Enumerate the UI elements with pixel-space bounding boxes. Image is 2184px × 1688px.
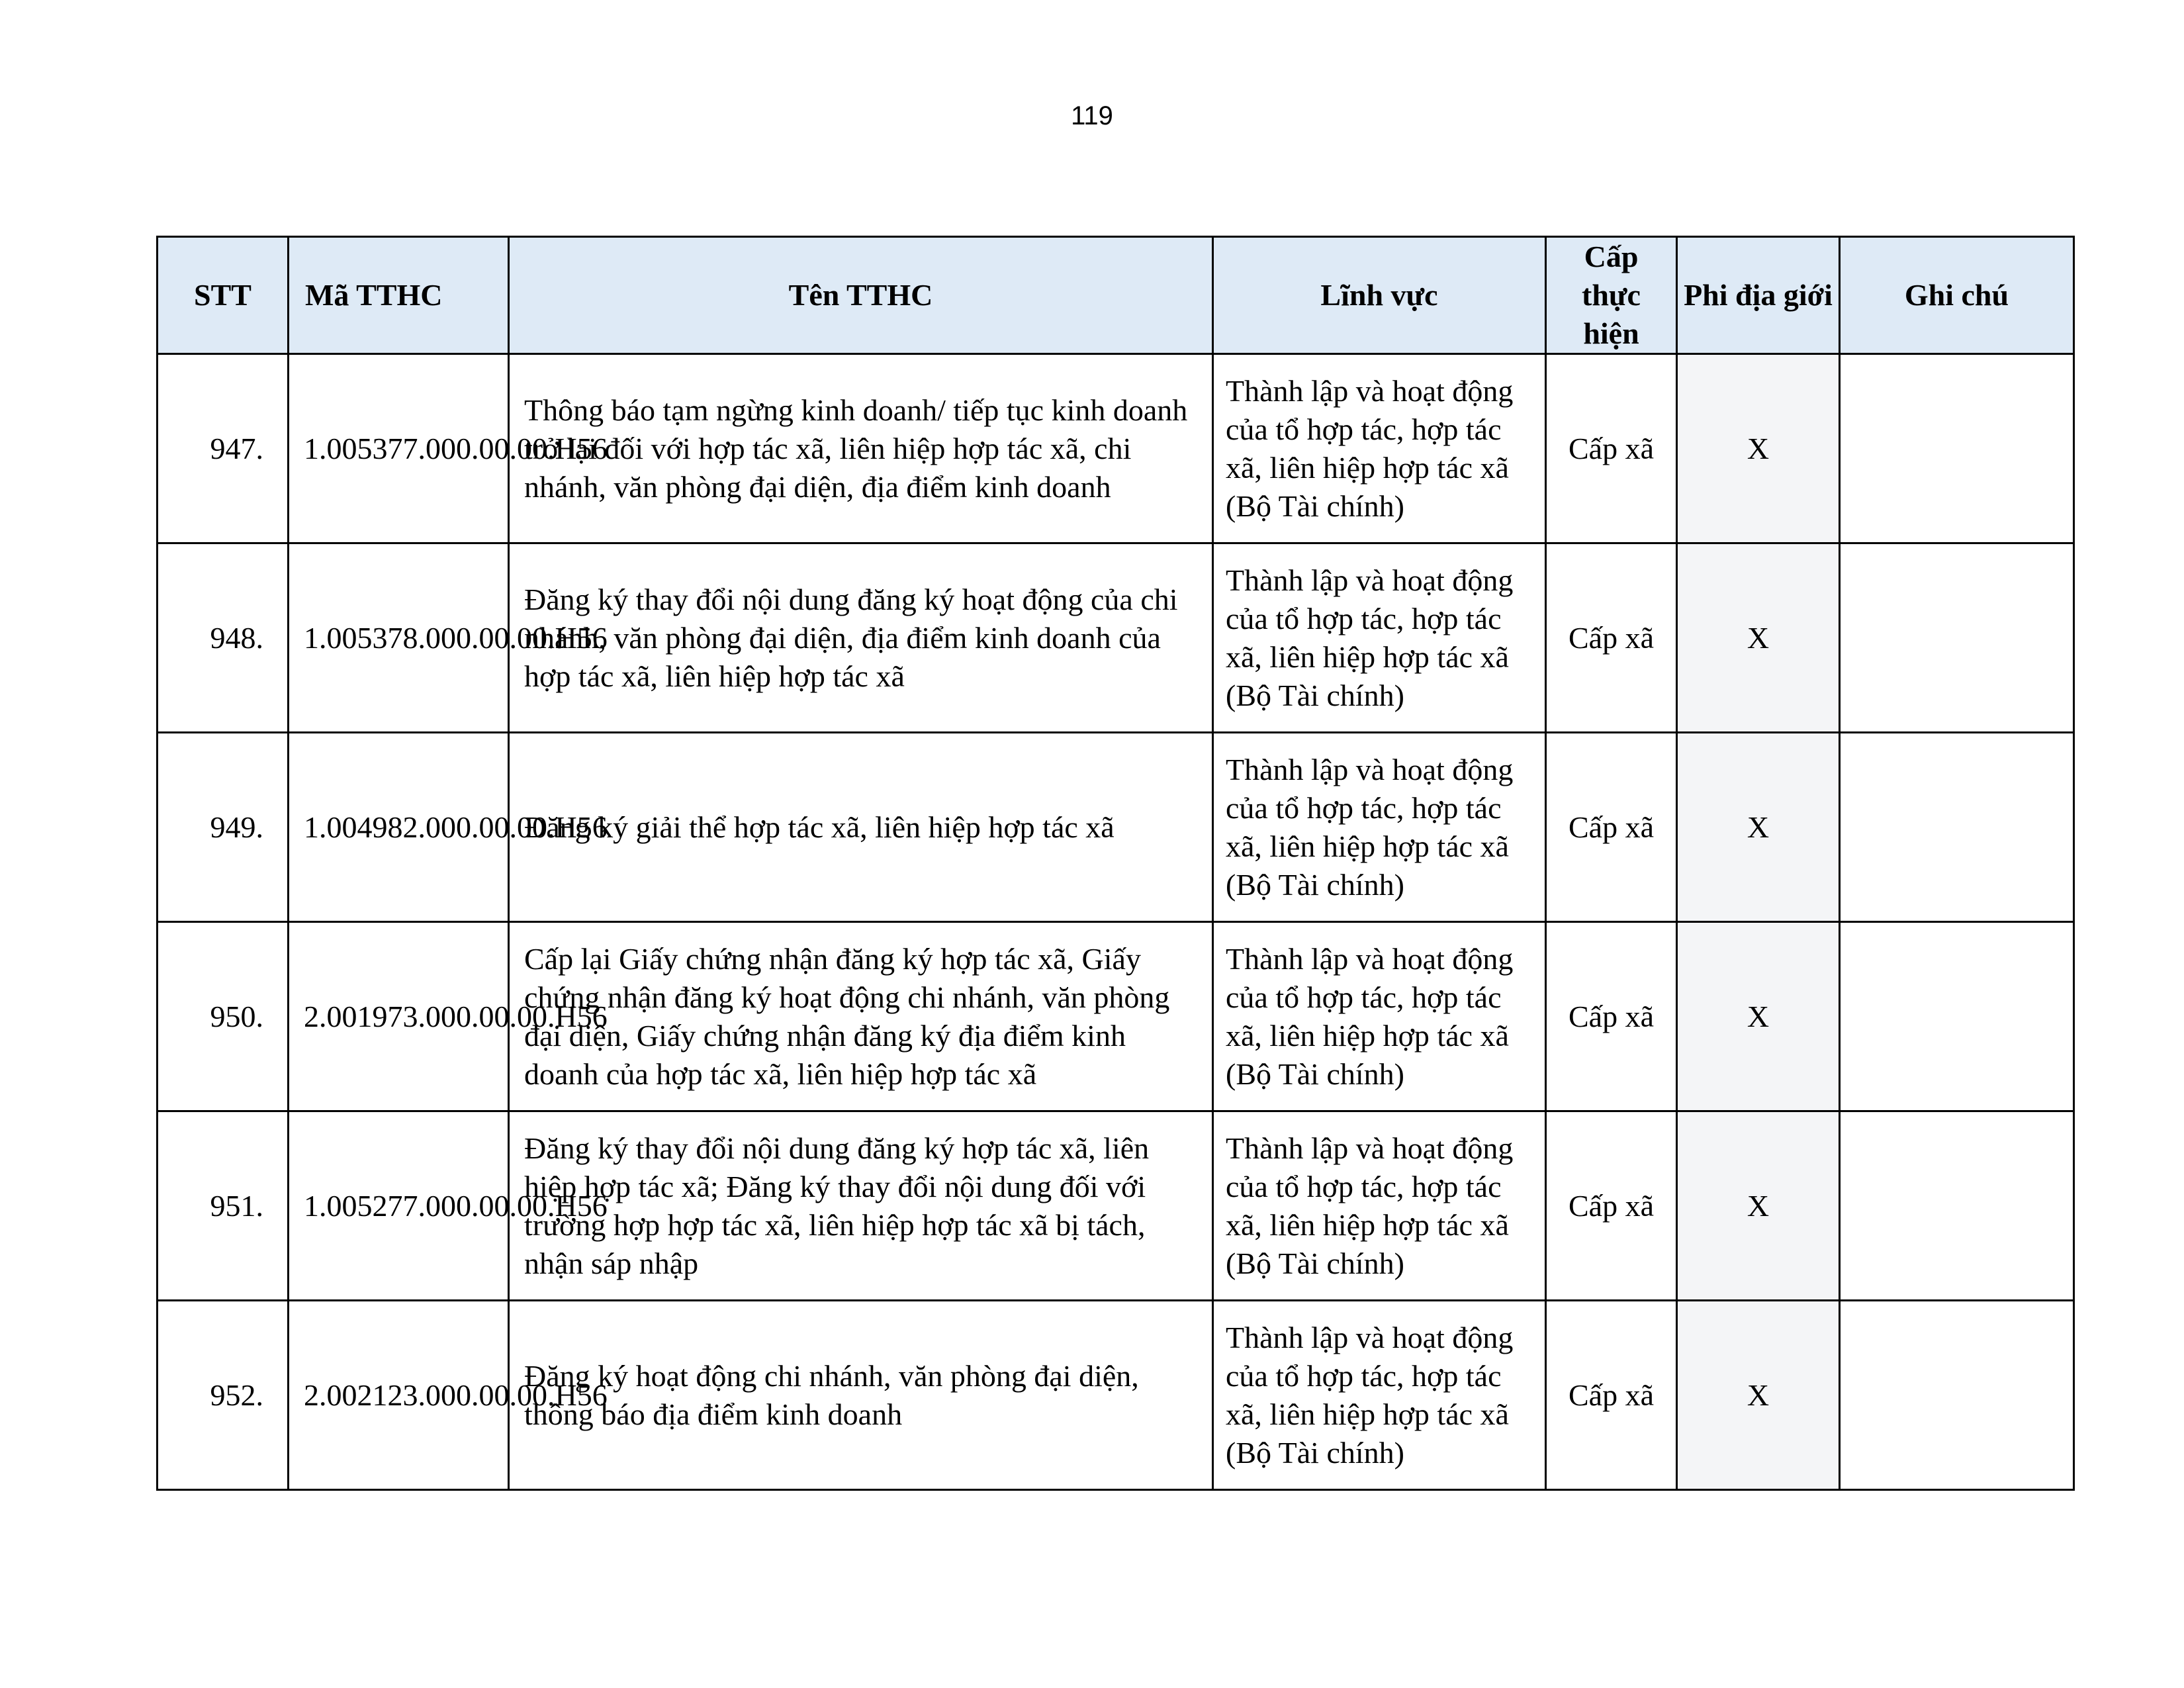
table-row xyxy=(158,1301,2074,1490)
cell-stt: 950. xyxy=(158,922,289,1111)
cell-ma-tthc: 2.001973.000.00.00.H56 xyxy=(289,922,509,1111)
cell-ten-tthc: Đăng ký hoạt động chi nhánh, văn phòng đại diện, thông báo địa điểm kinh doanh xyxy=(509,1301,1213,1490)
cell-phi-dia-gioi: X xyxy=(1677,922,1840,1111)
cell-cap-thuc-hien: Cấp xã xyxy=(1546,1111,1677,1301)
cell-ghi-chu xyxy=(1840,354,2074,543)
cell-ten-tthc: Đăng ký giải thể hợp tác xã, liên hiệp hợp tác xã xyxy=(509,733,1213,922)
cell-stt: 952. xyxy=(158,1301,289,1490)
header-linh-vuc: Lĩnh vực xyxy=(1213,237,1546,354)
cell-ghi-chu xyxy=(1840,733,2074,922)
cell-ma-tthc: 2.002123.000.00.00.H56 xyxy=(289,1301,509,1490)
cell-ghi-chu xyxy=(1840,1111,2074,1301)
table-row xyxy=(158,1111,2074,1301)
table-row xyxy=(158,733,2074,922)
cell-ghi-chu xyxy=(1840,922,2074,1111)
cell-linh-vuc: Thành lập và hoạt động của tổ hợp tác, hợp tác xã, liên hiệp hợp tác xã (Bộ Tài chính) xyxy=(1213,922,1546,1111)
cell-ma-tthc: 1.004982.000.00.00.H56 xyxy=(289,733,509,922)
cell-ma-tthc: 1.005378.000.00.00.H56 xyxy=(289,543,509,733)
table-row xyxy=(158,543,2074,733)
cell-cap-thuc-hien: Cấp xã xyxy=(1546,922,1677,1111)
cell-ten-tthc: Đăng ký thay đổi nội dung đăng ký hoạt động của chi nhánh, văn phòng đại diện, địa điểm kinh doanh của hợp tác xã, liên hiệp hợp tác xã xyxy=(509,543,1213,733)
cell-stt: 948. xyxy=(158,543,289,733)
table-header-row xyxy=(158,237,2074,354)
cell-cap-thuc-hien: Cấp xã xyxy=(1546,543,1677,733)
cell-cap-thuc-hien: Cấp xã xyxy=(1546,354,1677,543)
header-ten-tthc: Tên TTHC xyxy=(509,237,1213,354)
cell-ma-tthc: 1.005377.000.00.00.H56 xyxy=(289,354,509,543)
cell-linh-vuc: Thành lập và hoạt động của tổ hợp tác, hợp tác xã, liên hiệp hợp tác xã (Bộ Tài chính) xyxy=(1213,354,1546,543)
header-ma-tthc: Mã TTHC xyxy=(289,237,509,354)
cell-phi-dia-gioi: X xyxy=(1677,354,1840,543)
table-row xyxy=(158,922,2074,1111)
header-cap-thuc-hien: Cấp thực hiện xyxy=(1546,237,1677,354)
cell-phi-dia-gioi: X xyxy=(1677,543,1840,733)
cell-cap-thuc-hien: Cấp xã xyxy=(1546,1301,1677,1490)
cell-ten-tthc: Thông báo tạm ngừng kinh doanh/ tiếp tục kinh doanh trở lại đối với hợp tác xã, liên hiệp hợp tác xã, chi nhánh, văn phòng đại diện, địa điểm kinh doanh xyxy=(509,354,1213,543)
cell-stt: 951. xyxy=(158,1111,289,1301)
cell-phi-dia-gioi: X xyxy=(1677,733,1840,922)
header-ghi-chu: Ghi chú xyxy=(1840,237,2074,354)
cell-phi-dia-gioi: X xyxy=(1677,1301,1840,1490)
header-stt: STT xyxy=(158,237,289,354)
cell-ghi-chu xyxy=(1840,1301,2074,1490)
cell-linh-vuc: Thành lập và hoạt động của tổ hợp tác, hợp tác xã, liên hiệp hợp tác xã (Bộ Tài chính) xyxy=(1213,543,1546,733)
cell-stt: 949. xyxy=(158,733,289,922)
cell-ten-tthc: Đăng ký thay đổi nội dung đăng ký hợp tác xã, liên hiệp hợp tác xã; Đăng ký thay đổi nội dung đối với trường hợp hợp tác xã, liên hiệp hợp tác xã bị tách, nhận sáp nhập xyxy=(509,1111,1213,1301)
cell-ten-tthc: Cấp lại Giấy chứng nhận đăng ký hợp tác xã, Giấy chứng nhận đăng ký hoạt động chi nhánh, văn phòng đại diện, Giấy chứng nhận đăng ký địa điểm kinh doanh của hợp tác xã, liên hiệp hợp tác xã xyxy=(509,922,1213,1111)
cell-ma-tthc: 1.005277.000.00.00.H56 xyxy=(289,1111,509,1301)
cell-ghi-chu xyxy=(1840,543,2074,733)
cell-linh-vuc: Thành lập và hoạt động của tổ hợp tác, hợp tác xã, liên hiệp hợp tác xã (Bộ Tài chính) xyxy=(1213,1111,1546,1301)
table-row xyxy=(158,354,2074,543)
cell-phi-dia-gioi: X xyxy=(1677,1111,1840,1301)
cell-linh-vuc: Thành lập và hoạt động của tổ hợp tác, hợp tác xã, liên hiệp hợp tác xã (Bộ Tài chính) xyxy=(1213,733,1546,922)
procedures-table xyxy=(156,236,2075,1491)
cell-cap-thuc-hien: Cấp xã xyxy=(1546,733,1677,922)
cell-stt: 947. xyxy=(158,354,289,543)
page-number: 119 xyxy=(1071,101,1113,130)
header-phi-dia-gioi: Phi địa giới xyxy=(1677,237,1840,354)
cell-linh-vuc: Thành lập và hoạt động của tổ hợp tác, hợp tác xã, liên hiệp hợp tác xã (Bộ Tài chính) xyxy=(1213,1301,1546,1490)
